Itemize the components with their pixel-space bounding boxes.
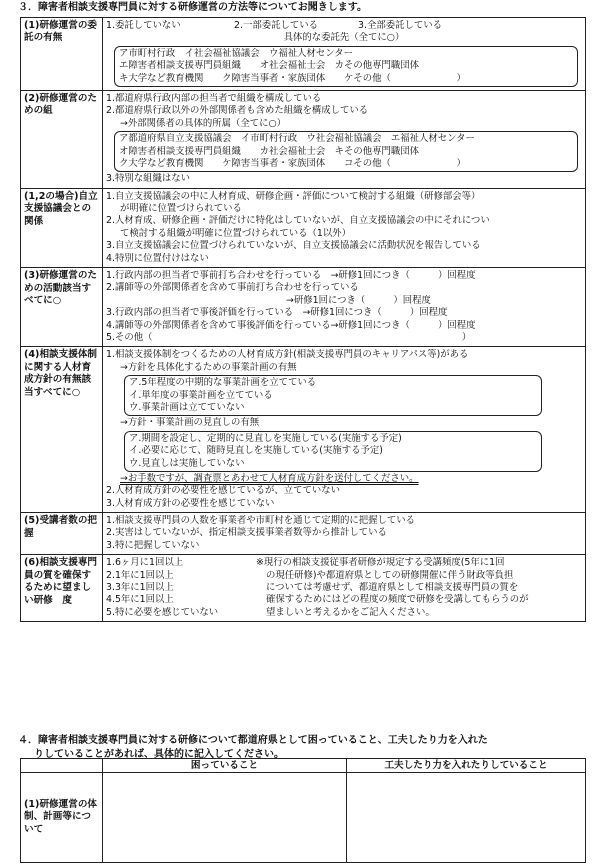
option-line[interactable]: 4.講師等の外部関係者を含めて事後評価を行っている→研修1回につき（ ）回程度 <box>106 319 476 331</box>
label-participant-count: (5)受講者数の把握 <box>21 513 103 555</box>
option-line[interactable]: 4.特別に位置付けはない <box>106 252 209 264</box>
option-line[interactable]: 3.3年に1回以上 <box>106 582 174 594</box>
sub-question: →方針を具体化するための事業計画の有無 <box>120 361 297 373</box>
option-partially-outsourced[interactable]: 2.一部委託している <box>234 20 318 31</box>
choice-line[interactable]: ア都道府県自立支援協議会 イ市町村行政 ウ社会福祉協議会 エ福祉人材センター <box>119 133 475 145</box>
sub-question: →方針・事業計画の見直しの有無 <box>120 417 260 429</box>
question-3-title: ３．障害者相談支援専門員に対する研修運営の方法等についてお聞きします。 <box>18 2 367 13</box>
option-line[interactable]: 4.5年に1回以上 <box>106 594 174 606</box>
choice-line[interactable]: ウ.事業計画は立てていない <box>129 401 245 413</box>
option-line[interactable]: 1.行政内部の担当者で事前打ち合わせを行っている →研修1回につき（ ）回程度 <box>106 270 476 282</box>
question-4-row <box>21 773 586 863</box>
row-outsourcing <box>21 18 586 91</box>
row-council-relation <box>21 188 586 267</box>
review-box <box>124 431 542 472</box>
option-line[interactable]: 3.特に把握していない <box>106 539 200 551</box>
option-fully-outsourced[interactable]: 3.全部委託している <box>358 20 442 31</box>
question-4-table <box>20 758 586 863</box>
choice-line[interactable]: キ大学など教育機関 ク障害当事者・家族団体 ケその他（ ） <box>119 72 466 84</box>
outsourcing-options <box>106 20 582 32</box>
header-efforts: 工夫したり力を入れたりしていること <box>347 759 586 773</box>
frequency-note <box>256 557 529 619</box>
option-line[interactable]: 2.都道府県行政以外の外部関係者も含めた組織を構成している <box>106 105 369 117</box>
question-3-table <box>20 17 586 622</box>
option-line[interactable]: 1.相談支援体制をつくるための人材育成方針(相談支援専門員のキャリアパス等)がある <box>106 349 469 361</box>
label-activities: (3)研修運営のための活動該当すべてに○ <box>21 268 103 347</box>
troubles-answer-cell[interactable] <box>103 773 347 863</box>
question-4-header-row <box>21 759 586 773</box>
row-organization <box>21 90 586 188</box>
label-council-relation: (1,2の場合)自立支援協議会との関係 <box>21 188 103 267</box>
option-line[interactable]: 2.講師等の外部関係者を含めて事前打ち合わせを行っている <box>106 282 359 294</box>
note-line: の現任研修)や都道府県としての研修開催に伴う財政等負担 <box>266 569 514 581</box>
frequency-options <box>106 557 256 619</box>
choice-line[interactable]: エ障害者相談支援専門員組織 オ社会福祉士会 カその他専門職団体 <box>119 60 420 72</box>
option-line[interactable]: 1.相談支援専門員の人数を事業者や市町村を通じて定期的に把握している <box>106 515 415 527</box>
option-line-cont: →研修1回につき（ ）回程度 <box>286 294 431 306</box>
choice-line[interactable]: ク大学など教育機関 ケ障害当事者・家族団体 コその他（ ） <box>119 157 466 169</box>
option-line[interactable]: 3.特別な組織はない <box>106 173 190 185</box>
question-4-title <box>18 734 488 761</box>
label-system-plan: (1)研修運営の体制、計画等について <box>21 773 103 863</box>
option-line[interactable]: 1.都道府県行政内部の担当者で組織を構成している <box>106 92 322 104</box>
frequency-block <box>106 557 582 619</box>
choice-line[interactable]: イ.単年度の事業計画を立てている <box>129 389 273 401</box>
row-hr-policy <box>21 347 586 513</box>
option-line[interactable]: 5.その他（ ） <box>106 331 472 343</box>
option-line[interactable]: 1.自立支援協議会の中に人材育成、研修企画・評価について検討する組織（研修部会等） <box>106 190 481 202</box>
sub-question: →外部関係者の具体的所属（全てに○） <box>120 117 287 129</box>
choice-line[interactable]: オ障害者相談支援専門員組織 カ社会福祉士会 キその他専門職団体 <box>119 145 420 157</box>
option-not-outsourced[interactable]: 1.委託していない <box>106 20 181 31</box>
send-policy-note <box>106 473 582 485</box>
choice-line[interactable]: ア.5年程度の中期的な事業計画を立てている <box>129 377 317 389</box>
row-activities <box>21 268 586 347</box>
option-line[interactable]: 1.6ヶ月に1回以上 <box>106 557 184 569</box>
efforts-answer-cell[interactable] <box>347 773 586 863</box>
label-training-frequency: (6)相談支援専門員の質を確保するために望ましい研修 度 <box>21 555 103 622</box>
send-policy-text: →お手数ですが、調査票とあわせて人材育成方針を送付してください。 <box>120 472 419 484</box>
outsourcing-choices-box <box>114 46 578 87</box>
note-line: 確保するためにはどの程度の頻度で研修を受講してもらうのが <box>266 594 529 606</box>
label-outsourcing: (1)研修運営の委託の有無 <box>21 18 103 91</box>
external-members-box <box>114 131 578 172</box>
choice-line[interactable]: ア.期間を設定し、定期的に見直しを実施している(実施する予定) <box>129 432 402 444</box>
choice-line[interactable]: イ.必要に応じて、随時見直しを実施している(実施する予定) <box>129 445 383 457</box>
label-organization: (2)研修運営のための組 <box>21 90 103 188</box>
question-4-title-line2: りしていることがあれば、具体的に記入してください。 <box>34 748 284 760</box>
row-training-frequency <box>21 555 586 622</box>
option-line-cont: て検討する組織が明確に位置づけられている（1以外） <box>120 227 351 239</box>
header-empty <box>21 759 103 773</box>
row-participant-count <box>21 513 586 555</box>
option-line[interactable]: 3.人材育成方針の必要性を感じていない <box>106 497 275 509</box>
header-troubles: 困っていること <box>103 759 347 773</box>
note-line: 望ましいと考えるかをご記入ください。 <box>266 606 435 618</box>
label-hr-policy: (4)相談支援体制に関する人材育成方針の有無該当すべてに○ <box>21 347 103 513</box>
option-line[interactable]: 5.特に必要を感じていない <box>106 606 219 618</box>
option-line[interactable]: 3.行政内部の担当者で事後評価を行っている →研修1回につき（ ）回程度 <box>106 307 448 319</box>
note-line: については考慮せず、都道府県として相談支援専門員の質を <box>266 582 519 594</box>
choice-line[interactable]: ア市町村行政 イ社会福祉協議会 ウ福祉人材センター <box>119 47 354 59</box>
option-line[interactable]: 2.人材育成、研修企画・評価だけに特化はしていないが、自立支援協議会の中にそれについ <box>106 215 490 227</box>
question-4-title-line1: ４．障害者相談支援専門員に対する研修について都道府県として困っていること、工夫したり力を入れた <box>18 735 488 746</box>
option-line[interactable]: 2.人材育成方針の必要性を感じているが、立てていない <box>106 485 340 497</box>
option-line[interactable]: 2.1年に1回以上 <box>106 569 174 581</box>
note-line: ※現行の相談支援従事者研修が規定する受講頻度(5年に1回 <box>256 557 505 569</box>
option-line[interactable]: 3.自立支援協議会に位置づけられていないが、自立支援協議会に活動状況を報告している <box>106 240 481 252</box>
outsourcing-sub-question: 具体的な委託先（全てに○） <box>283 32 405 44</box>
choice-line[interactable]: ウ.見直しは実施していない <box>129 457 245 469</box>
plan-box <box>124 375 542 416</box>
option-line[interactable]: 2.実害はしていないが、指定相談支援事業者数等から推計している <box>106 527 387 539</box>
option-line-cont: が明確に位置づけられている <box>120 203 242 215</box>
